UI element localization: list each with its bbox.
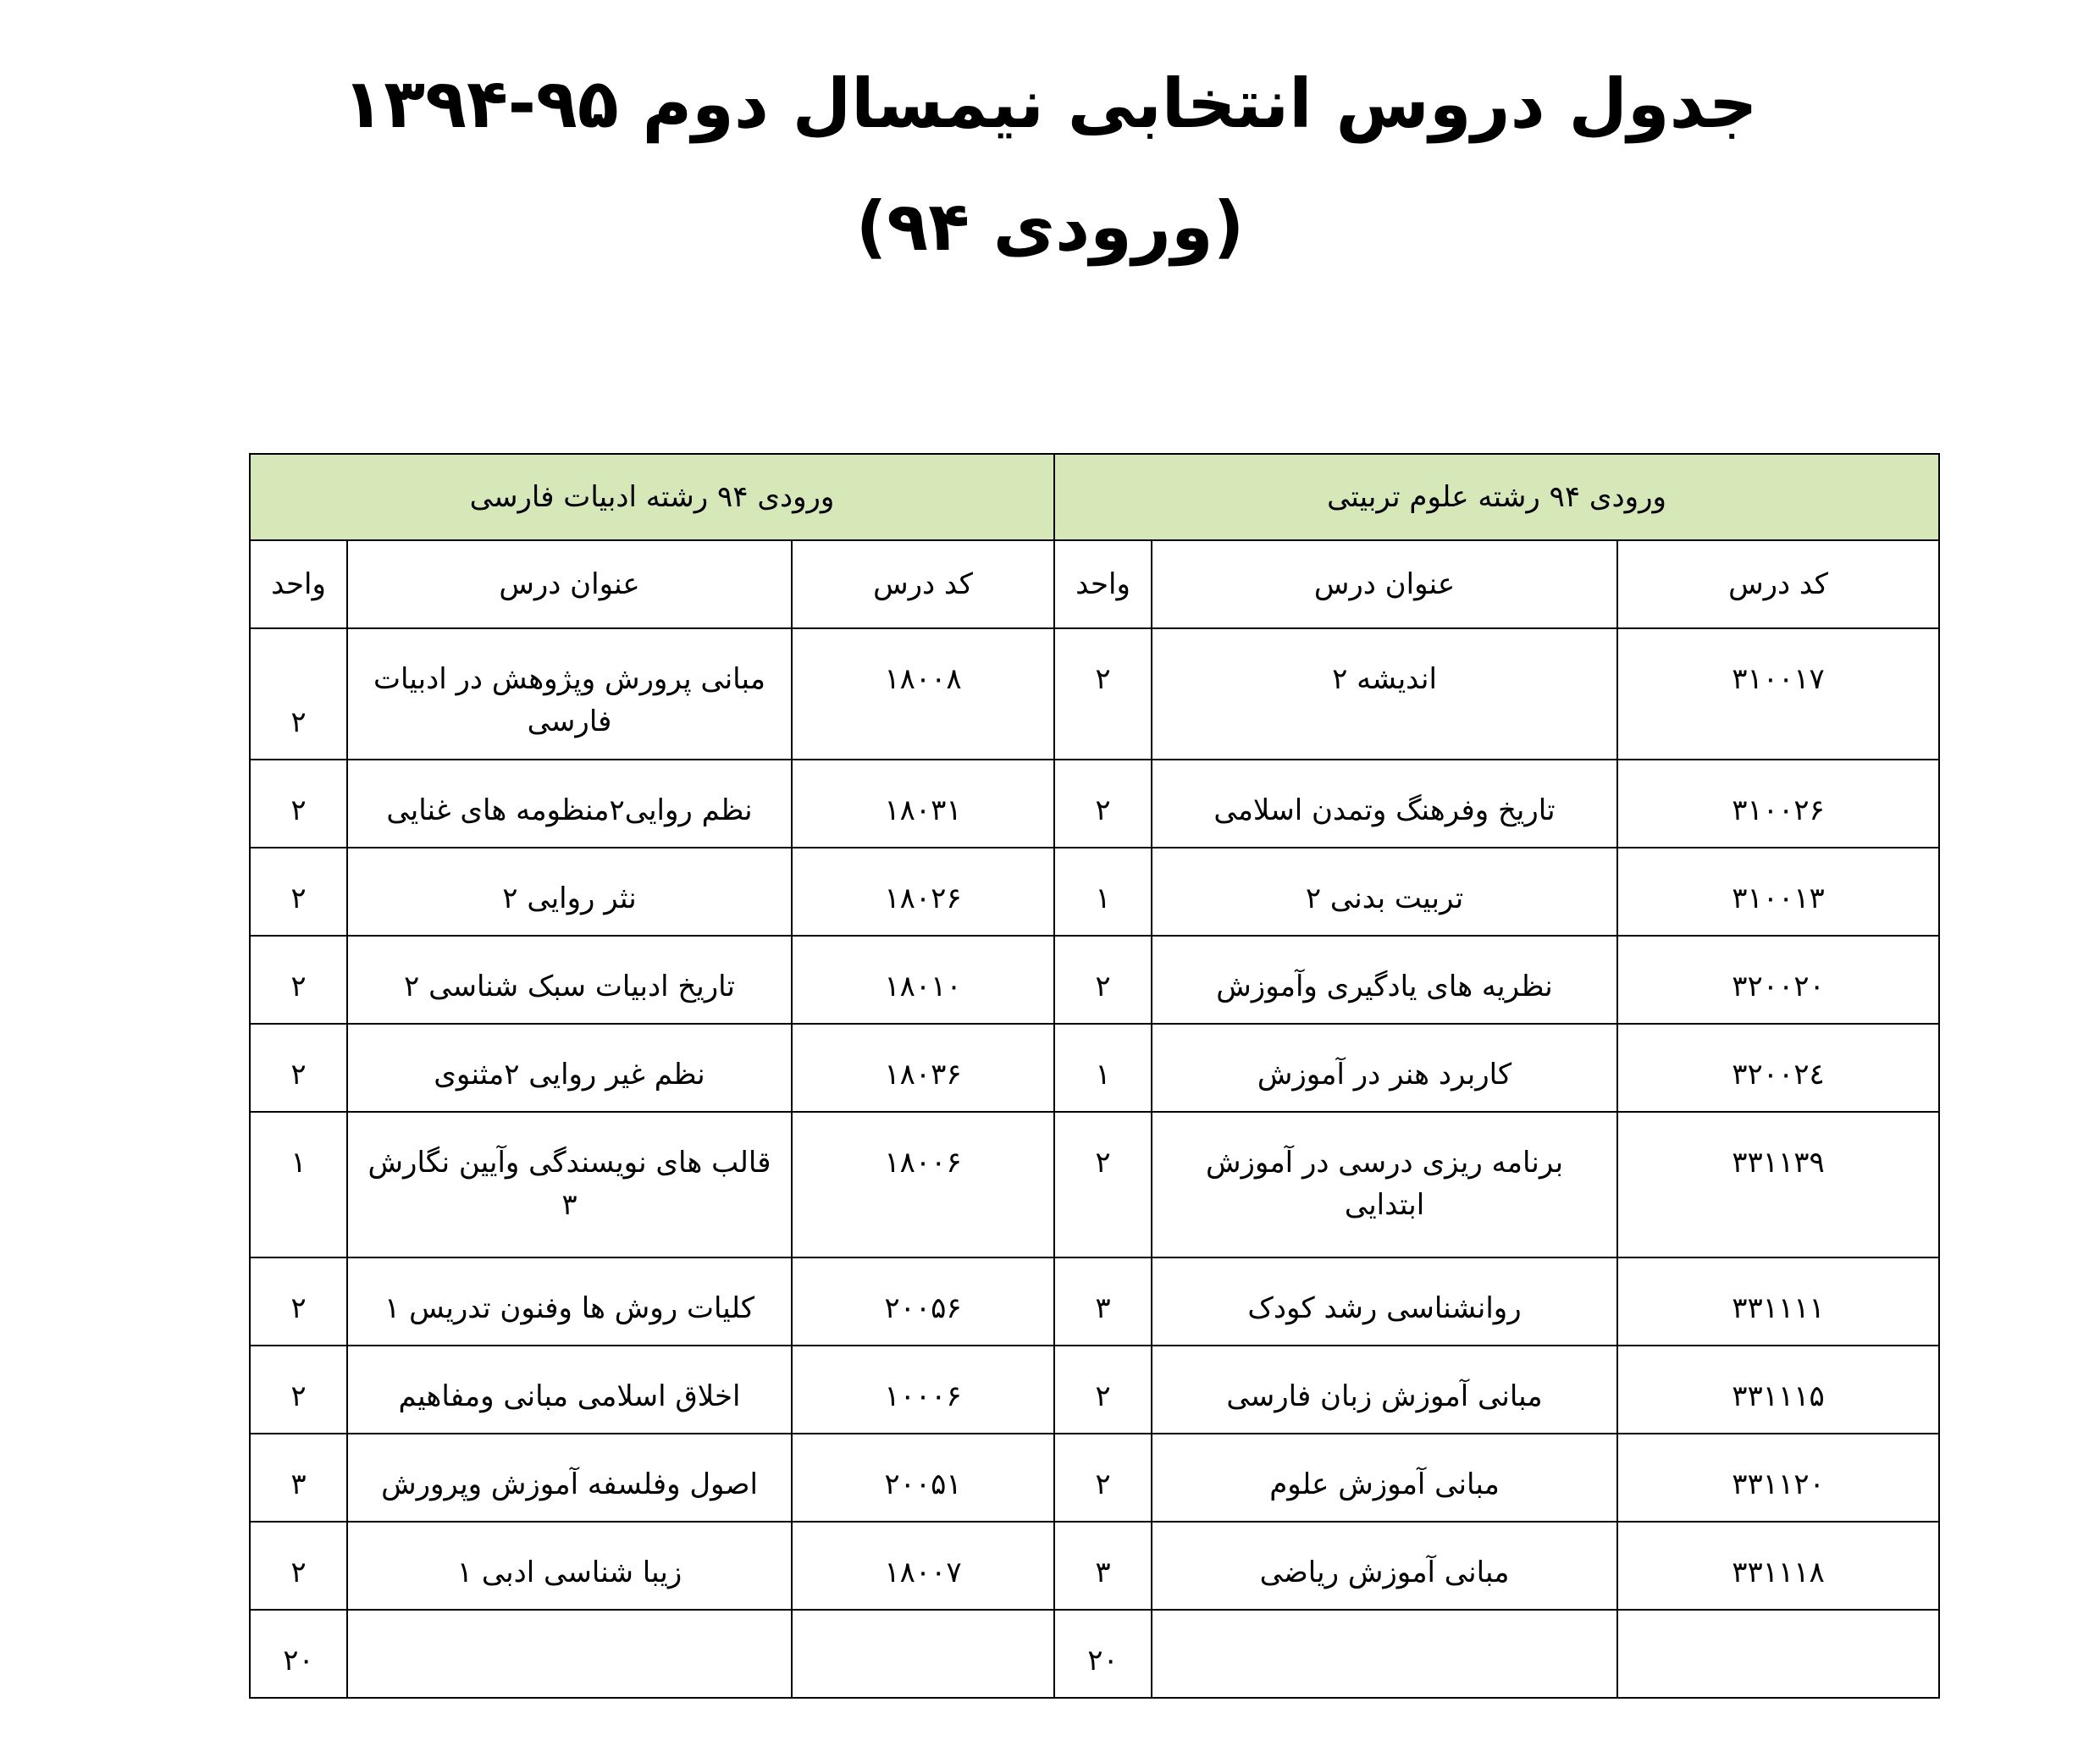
course-title: مبانی پرورش وپژوهش در ادبیات فارسی [347, 628, 792, 760]
course-title: اصول وفلسفه آموزش وپرورش [347, 1434, 792, 1522]
table-row [250, 1522, 1939, 1610]
course-code: ۱۸۰۳۶ [792, 1024, 1054, 1112]
course-units: ۳ [1054, 1257, 1152, 1346]
course-code: ۱۸۰۲۶ [792, 848, 1054, 936]
course-code: ۳۱۰۰۲۶ [1617, 760, 1939, 848]
title-line-1: جدول دروس انتخابی نیمسال دوم ۹۵-۱۳۹۴ [342, 64, 1758, 143]
group-header-persian-literature: ورودی ۹۴ رشته ادبیات فارسی [250, 454, 1054, 540]
course-units: ۱ [1054, 848, 1152, 936]
total-units: ۲۰ [1054, 1610, 1152, 1698]
table-row [250, 1024, 1939, 1112]
col-header-code: کد درس [792, 540, 1054, 628]
course-units: ۲ [250, 936, 347, 1024]
empty-cell [1617, 1610, 1939, 1698]
table-row [250, 760, 1939, 848]
course-units: ۲ [250, 1257, 347, 1346]
course-code: ۳۱۰۰۱۳ [1617, 848, 1939, 936]
course-title: زیبا شناسی ادبی ۱ [347, 1522, 792, 1610]
course-units: ۱ [1054, 1024, 1152, 1112]
course-title: نظم روایی۲منظومه های غنایی [347, 760, 792, 848]
course-units: ۲ [250, 1024, 347, 1112]
course-units: ۱ [250, 1112, 347, 1257]
course-code: ۱۰۰۰۶ [792, 1346, 1054, 1434]
group-header-row [250, 454, 1939, 540]
table-row [250, 1257, 1939, 1346]
course-title: برنامه ریزی درسی در آموزش ابتدایی [1152, 1112, 1617, 1257]
course-title: مبانی آموزش زبان فارسی [1152, 1346, 1617, 1434]
course-code: ۱۸۰۱۰ [792, 936, 1054, 1024]
course-code: ۱۸۰۰۷ [792, 1522, 1054, 1610]
course-code: ۳۲۰۰۲۰ [1617, 936, 1939, 1024]
course-title: مبانی آموزش علوم [1152, 1434, 1617, 1522]
total-units: ۲۰ [250, 1610, 347, 1698]
course-code: ۳۳۱۱۱۵ [1617, 1346, 1939, 1434]
course-table-body [250, 454, 1939, 1698]
course-units: ۲ [1054, 1434, 1152, 1522]
course-units: ۲ [1054, 936, 1152, 1024]
course-title: اندیشه ۲ [1152, 628, 1617, 760]
table-row [250, 936, 1939, 1024]
col-header-title: عنوان درس [347, 540, 792, 628]
course-code: ۳۳۱۱۲۰ [1617, 1434, 1939, 1522]
col-header-title: عنوان درس [1152, 540, 1617, 628]
course-title: روانشناسی رشد کودک [1152, 1257, 1617, 1346]
group-header-educational-sciences: ورودی ۹۴ رشته علوم تربیتی [1054, 454, 1939, 540]
course-units: ۲ [250, 848, 347, 936]
course-title: نثر روایی ۲ [347, 848, 792, 936]
course-units: ۲ [1054, 628, 1152, 760]
course-code: ۳۲۰۰۲٤ [1617, 1024, 1939, 1112]
empty-cell [1152, 1610, 1617, 1698]
page-title [0, 42, 2100, 288]
course-units: ۲ [250, 628, 347, 760]
course-code: ۳۳۱۱۱۸ [1617, 1522, 1939, 1610]
course-code: ۳۳۱۱۱۱ [1617, 1257, 1939, 1346]
course-units: ۳ [1054, 1522, 1152, 1610]
col-header-unit: واحد [250, 540, 347, 628]
table-row [250, 1112, 1939, 1257]
course-code: ۱۸۰۳۱ [792, 760, 1054, 848]
course-title: قالب های نویسندگی وآیین نگارش ۳ [347, 1112, 792, 1257]
course-title: تاریخ ادبیات سبک شناسی ۲ [347, 936, 792, 1024]
course-code: ۲۰۰۵۶ [792, 1257, 1054, 1346]
course-code: ۲۰۰۵۱ [792, 1434, 1054, 1522]
col-header-unit: واحد [1054, 540, 1152, 628]
table-row [250, 1434, 1939, 1522]
course-units: ۲ [250, 1522, 347, 1610]
table-row [250, 628, 1939, 760]
course-code: ۳۳۱۱۳۹ [1617, 1112, 1939, 1257]
table-row [250, 848, 1939, 936]
course-code: ۱۸۰۰۸ [792, 628, 1054, 760]
course-title: تربیت بدنی ۲ [1152, 848, 1617, 936]
course-title: تاریخ وفرهنگ وتمدن اسلامی [1152, 760, 1617, 848]
course-title: مبانی آموزش ریاضی [1152, 1522, 1617, 1610]
course-code: ۳۱۰۰۱۷ [1617, 628, 1939, 760]
course-title: کلیات روش ها وفنون تدریس ۱ [347, 1257, 792, 1346]
course-units: ۲ [1054, 1346, 1152, 1434]
empty-cell [347, 1610, 792, 1698]
course-units: ۲ [1054, 1112, 1152, 1257]
course-units: ۳ [250, 1434, 347, 1522]
course-units: ۲ [250, 1346, 347, 1434]
course-table [249, 453, 1940, 1699]
course-units: ۲ [1054, 760, 1152, 848]
table-row [250, 1346, 1939, 1434]
course-title: نظریه های یادگیری وآموزش [1152, 936, 1617, 1024]
total-row [250, 1610, 1939, 1698]
course-units: ۲ [250, 760, 347, 848]
course-code: ۱۸۰۰۶ [792, 1112, 1054, 1257]
col-header-code: کد درس [1617, 540, 1939, 628]
course-title: نظم غیر روایی ۲مثنوی [347, 1024, 792, 1112]
course-title: اخلاق اسلامی مبانی ومفاهیم [347, 1346, 792, 1434]
course-title: کاربرد هنر در آموزش [1152, 1024, 1617, 1112]
column-header-row [250, 540, 1939, 628]
empty-cell [792, 1610, 1054, 1698]
title-line-2: (ورودی ۹۴) [855, 187, 1245, 266]
